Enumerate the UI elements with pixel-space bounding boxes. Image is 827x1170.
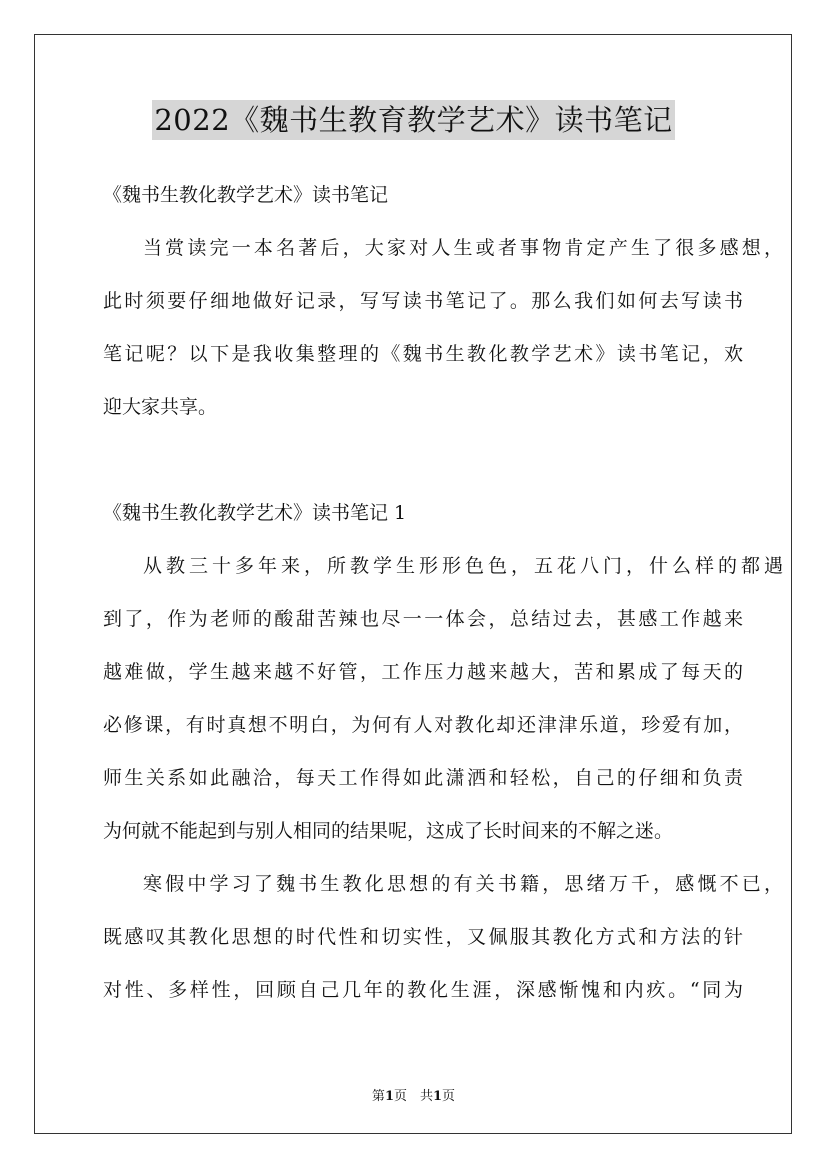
footer-page-number: 1 bbox=[384, 1089, 394, 1104]
footer-mid: 页 共 bbox=[393, 1089, 433, 1104]
paragraph-line: 对性、多样性，回顾自己几年的教化生涯，深感惭愧和内疚。“同为 bbox=[103, 979, 743, 1001]
paragraph-line: 从教三十多年来，所教学生形形色色，五花八门，什么样的都遇 bbox=[143, 555, 783, 577]
paragraph-line: 寒假中学习了魏书生教化思想的有关书籍，思绪万千，感慨不已， bbox=[143, 873, 783, 895]
section-heading: 《魏书生教化教学艺术》读书笔记 1 bbox=[103, 502, 407, 524]
page-footer bbox=[0, 1085, 827, 1104]
blank-line bbox=[103, 434, 743, 487]
intro-line: 此时须要仔细地做好记录，写写读书笔记了。那么我们如何去写读书 bbox=[103, 290, 743, 312]
intro-line: 当赏读完一本名著后，大家对人生或者事物肯定产生了很多感想， bbox=[143, 237, 783, 259]
subtitle: 《魏书生教化教学艺术》读书笔记 bbox=[103, 184, 389, 206]
intro-line: 迎大家共享。 bbox=[103, 396, 218, 418]
paragraph-line: 为何就不能起到与别人相同的结果呢，这成了长时间来的不解之迷。 bbox=[103, 820, 674, 842]
footer-prefix: 第 bbox=[371, 1089, 385, 1104]
footer-total-pages: 1 bbox=[433, 1089, 443, 1104]
paragraph-line: 到了，作为老师的酸甜苦辣也尽一一体会，总结过去，甚感工作越来 bbox=[103, 608, 743, 630]
paragraph-line: 师生关系如此融洽，每天工作得如此潇洒和轻松，自己的仔细和负责 bbox=[103, 767, 743, 789]
paragraph-line: 必修课，有时真想不明白，为何有人对教化却还津津乐道，珍爱有加， bbox=[103, 714, 743, 736]
paragraph-line: 既感叹其教化思想的时代性和切实性，又佩服其教化方式和方法的针 bbox=[103, 926, 743, 948]
footer-suffix: 页 bbox=[442, 1089, 456, 1104]
document-body bbox=[103, 169, 783, 1017]
intro-line: 笔记呢？以下是我收集整理的《魏书生教化教学艺术》读书笔记，欢 bbox=[103, 343, 743, 365]
paragraph-line: 越难做，学生越来越不好管，工作压力越来越大，苦和累成了每天的 bbox=[103, 661, 743, 683]
document-title: 2022《魏书生教育教学艺术》读书笔记 bbox=[152, 100, 674, 140]
title-container bbox=[0, 100, 827, 140]
